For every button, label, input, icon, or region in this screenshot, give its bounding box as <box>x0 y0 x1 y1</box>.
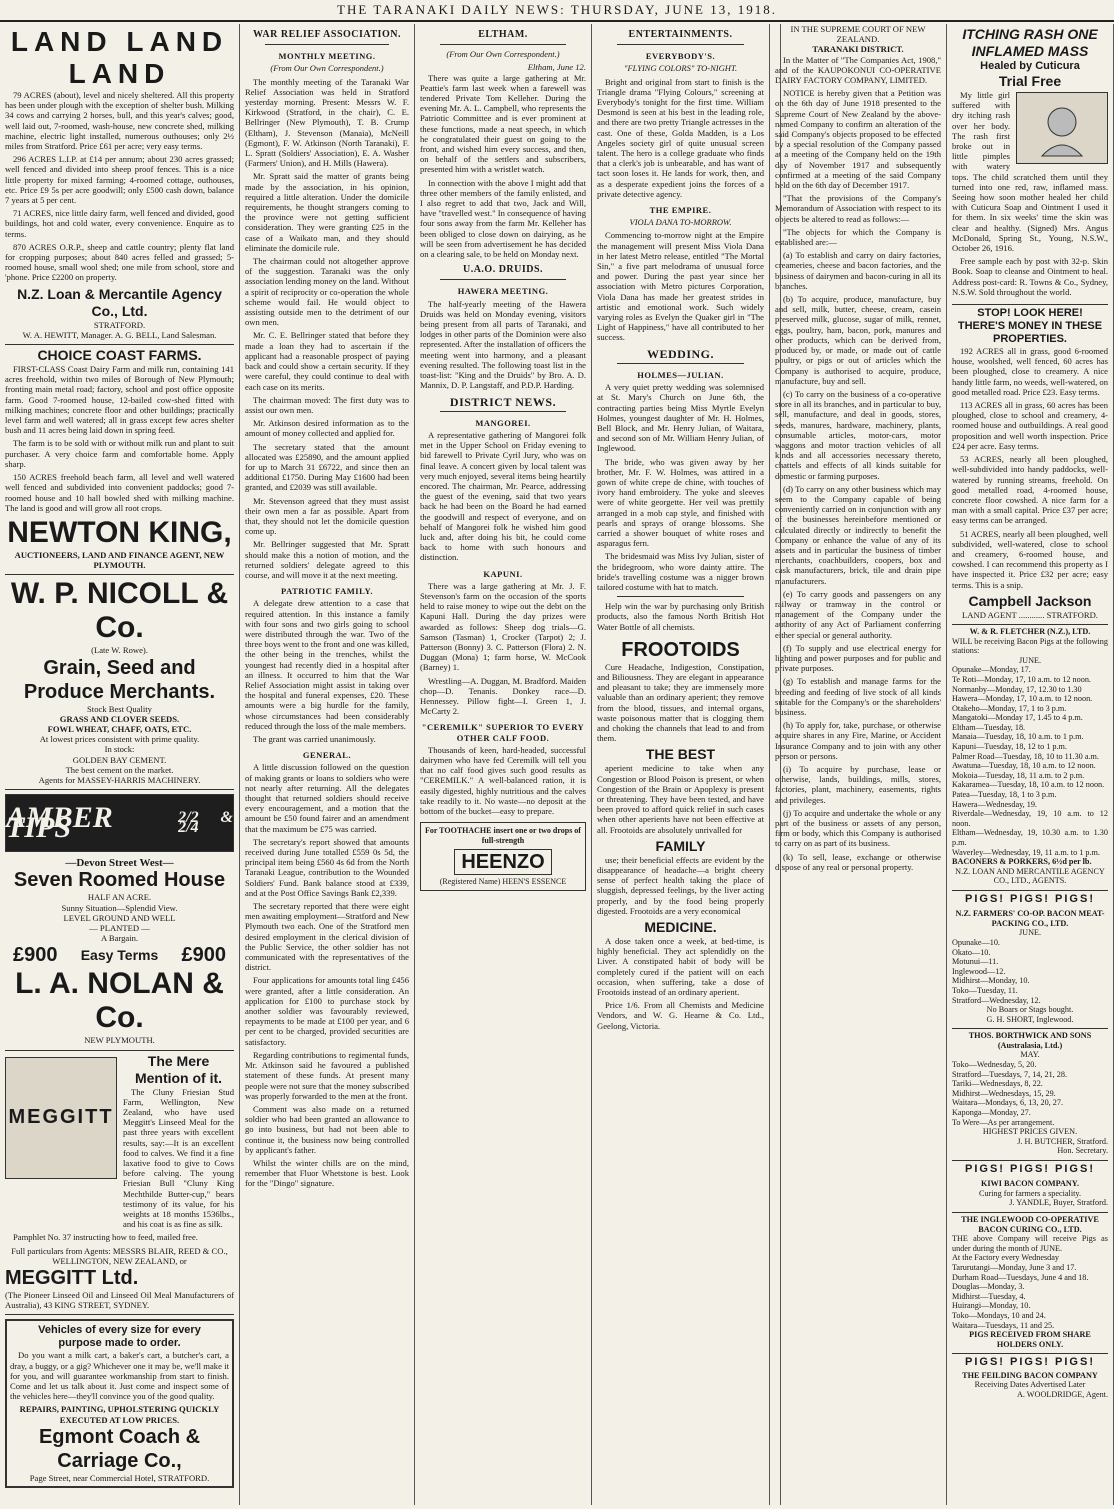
schedule-row: Opunake—Monday, 17. <box>952 665 1031 675</box>
campbell-name: Campbell Jackson <box>968 592 1092 609</box>
baconers-line: BACONERS & PORKERS, 6½d per lb. <box>952 857 1092 867</box>
mere-text: The Cluny Friesian Stud Farm, Wellington, New Zealand, who have used Meggitt's Linseed Meal for the past three years with excellent results, say:—It is an excellent food to calves. We find it a fine laxative food to give to Cows before calving. The young Friesian Bull "Cluny King Mechthilde Butter-cup," bears testimony of its value, for his weights at 18 months 1536lbs., and his coat is as fine as silk. <box>123 1086 234 1230</box>
wedding-heading: WEDDING. <box>646 346 714 361</box>
medicine-price: Price 1/6. From all Chemists and Medicine Vendors, and W. G. Hearne & Co. Ltd., Geelong, Victoria. <box>597 1000 764 1031</box>
amber-price: 2/2 & 2/4 <box>178 808 233 837</box>
flying-text: Bright and original from start to finish is the Triangle drama "Flying Colours," screening at Everybody's tonight for the first time. William Desmond is seen at his best in the leading role, and there are two pretty Triangle actresses in the cast. One of these, Golda Madden, is a Los Angeles society girl of quite unusual screen talent. The hero is a college graduate who finds that a clerk's job is unbearable, and has want of tact soon loses it. He lands for work, then, and as a desperate expedient joins the forces of a private detective agency. <box>597 76 764 199</box>
grain-line: The best cement on the market. <box>65 764 174 775</box>
general-text: A little discussion followed on the question of making grants or loans to soldiers who were not nearly after returning. All the delegates thought that returned soldiers should receive every encouragement, and a motion that the amount be £50 found fairer and an amendment that the maximum be £75 was carried. <box>245 762 409 834</box>
column-1 <box>0 24 240 1505</box>
district-heading: DISTRICT NEWS. <box>449 394 557 409</box>
mangorei-text: A representative gathering of Mangorei folk met in the Upper School on Friday evening to bid farewell to Private Cyril Jury, who was on final leave. A concert given by local talent was very much enjoyed, several items being heartily encored. The chairman, Mr. Pearce, addressing the guest of the evening, said that two years back he had been on the Board he had earned the goodwill and respect of everyone, and on behalf of Mangorei folk he wished him good luck and, after doing his bit, he could come back to home with such honours and distinction. <box>420 429 586 563</box>
seven-roomed: Seven Roomed House <box>13 869 226 892</box>
quote-text: "That the provisions of the Company's Memorandum of Association with respect to its objects be altered to read as follows:— <box>775 193 941 224</box>
farmers-name: N.Z. FARMERS' CO-OP. BACON MEAT-PACKING CO., LTD. <box>955 909 1105 928</box>
eltham-text: In connection with the above I might add that three other members of the family enlisted, and I also regret to add that two, Jack and Will, have "travelled west." In consequence of having four sons away from the farm Mr. Kelleher has been obliged to close down on dairying, as he will be seen from advertisement he has decided on a clearing sale, to be held on Monday next. <box>420 177 586 260</box>
schedule-row: Inglewood—12. <box>952 966 1006 976</box>
everybodys-heading: EVERYBODY'S. <box>645 51 716 62</box>
schedule-row: Awatuna—Tuesday, 18, 10 a.m. to 12 noon. <box>952 761 1096 771</box>
column-2 <box>240 24 415 1505</box>
schedule-row: Palmer Road—Tuesday, 18, 10 to 11.30 a.m. <box>952 751 1099 761</box>
schedule-row: Okato—10. <box>952 947 991 957</box>
empire-heading: THE EMPIRE. <box>649 205 712 216</box>
masthead <box>0 0 1114 22</box>
land-item: 870 ACRES O.R.P., sheep and cattle country; plenty flat land for cropping purposes; about 840 acres felled and grassed; 5-roomed house, small wool shed; one mile from school, store and 'phone. Price £2200 on property. <box>5 241 234 283</box>
june-label-2: JUNE. <box>1018 928 1042 938</box>
kiwi-buyer: J. YANDLE, Buyer, Stratford. <box>1009 1198 1108 1208</box>
kapuni-text: There was a large gathering at Mr. J. F. Stevenson's farm on the occasion of the sports held to raise money to wipe out the debt on the Kapuni Hall. During the day prizes were awarded as follows: Sheep dog trials—G. Samson (Tasman) 1, Crocker (Tarpot) 2; J. Patterson (Bonny) 3. C. Patterson (Flora) 2. N. Duggan (Mona) 1; farm horse, W. McCook (Barney) 1. <box>420 580 586 673</box>
clause: (j) To acquire and undertake the whole or any part of the business or assets of any person, firm or body, which this Company is authorised to carry on as part of its business. <box>775 807 941 849</box>
druids-heading: U.A.O. DRUIDS. <box>462 264 544 276</box>
schedule-row: Kaponga—Monday, 27. <box>952 1108 1031 1118</box>
schedule-row: Toko—Wednesday, 5, 20. <box>952 1060 1037 1070</box>
devon-line: — PLANTED — <box>89 922 150 933</box>
vehicles-text: Do you want a milk cart, a baker's cart, a butcher's cart, a dray, a buggy, or a gig? Whichever one it may be, we'll make it for you, and will guarantee workmanship from start to finish. Come and let us talk about it. Just come and inspect some of the vehicles here—they'll convince you of the good quality. <box>10 1350 229 1402</box>
schedule-row: Huirangi—Monday, 10. <box>952 1301 1031 1311</box>
property-item: 53 ACRES, nearly all been ploughed, well-subdivided into handy paddocks, well-watered by running streams, freehold. On good metalled road, 4-roomed house, concrete floor cowshed. A nice farm for a man with a small capital. Price £37 per acre; easy terms can be arranged. <box>952 454 1108 526</box>
holmes-heading: HOLMES—JULIAN. <box>637 369 724 380</box>
schedule-row: Patea—Tuesday, 18, 1 to 3 p.m. <box>952 790 1057 800</box>
vehicles-repairs: REPAIRS, PAINTING, UPHOLSTERING QUICKLY EXECUTED AT LOW PRICES. <box>19 1404 220 1425</box>
schedule-row: Stratford—Tuesdays, 7, 14, 21, 28. <box>952 1069 1068 1079</box>
land-heading: LAND LAND LAND <box>10 26 229 89</box>
schedule-row: Waitara—Mondays, 6, 13, 20, 27. <box>952 1098 1063 1108</box>
clause: (k) To sell, lease, exchange or otherwise dispose of any real or personal property. <box>775 851 941 872</box>
eltham-heading: ELTHAM. <box>478 29 528 40</box>
child-icon <box>1032 98 1092 158</box>
clause: (f) To supply and use electrical energy for lighting and power purposes and for public and private purposes. <box>775 642 941 674</box>
egmont-ad <box>5 1319 234 1488</box>
general-text: The secretary's report showed that amounts received during June totalled £559 0s 5d, the principal item being £560 4s 6d from the North Taranaki League, contribution to the Wounded Soldiers' Fund. Bank balance stood at £339, and at the Post Office Savings Bank £2,339. <box>245 836 409 898</box>
article-para: The secretary stated that the amount allocated was £25890, and the amount applied for up to March 31 £6722, and since then an additional £1750. During May £1600 had been granted, and £2039 was still available. <box>245 441 409 493</box>
general-text: Four applications for amounts total ling £456 were granted, after a little consideration. An application for £100 to purchase stock by another soldier was favourably reviewed, repayments to be made at £100 per year, and 6 per cent to be charged, provided securities are satisfactory. <box>245 975 409 1047</box>
egmont-name: Egmont Coach & Carriage Co., <box>38 1425 201 1472</box>
vehicles-heading-2: purpose made to order. <box>58 1337 181 1350</box>
amber-tips-logo <box>5 794 234 852</box>
court-heading: IN THE SUPREME COURT OF NEW ZEALAND. <box>790 24 926 45</box>
trial-line: Trial Free <box>998 73 1062 89</box>
borthwick-name: THOS. BORTHWICK AND SONS (Australasia, Ltd.) <box>968 1031 1092 1050</box>
may-label: MAY. <box>1020 1050 1040 1060</box>
newton-sub: AUCTIONEERS, LAND AND FINANCE AGENT, NEW PLYMOUTH. <box>14 549 225 571</box>
clause: (c) To carry on the business of a co-operative store in all its branches, and in particular to buy, sell, manufacture, and deal in goods, stores, seeds, manures, hardware, machinery, plants, consumable articles, motor-cars, motor waggons and motor traction vehicles of all kinds and all accessories necessary thereto, chattels and effects of all kinds suitable for domestic or farming purposes. <box>775 388 941 481</box>
wedding-text: A very quiet pretty wedding was solemnised at St. Mary's Church on June 6th, the contracting parties being Miss Myrtle Evelyn Holmes, youngest daughter of Mr. H. Holmes, Bell Block, and Mr. Henry Julian, of Waitara, and second son of Mr. William Henry Julian, of Inglewood. <box>597 382 764 454</box>
cuticura-free: Free sample each by post with 32-p. Skin Book. Soap to cleanse and Ointment to heal. Address post-card: R. Towns & Co., Sydney, N.S.W. Sold throughout the world. <box>952 256 1108 297</box>
meggitt-logo: MEGGITT <box>5 1057 117 1179</box>
cuticura-ad <box>952 24 1108 305</box>
general-heading: GENERAL. <box>302 750 352 761</box>
devon-street: —Devon Street West— <box>65 857 174 870</box>
nz-loan-people: W. A. HEWITT, Manager. A. G. BELL, Land Salesman. <box>22 329 217 340</box>
schedule-row: Kakaramea—Tuesday, 18, 10 a.m. to 12 noon. <box>952 780 1105 790</box>
fletcher-ad <box>952 625 1108 891</box>
cuticura-text: My little girl suffered with dry itching rash over her body. The rash first broke out in little pimples with watery tops. The child scratched them until they turned into one red, raw, inflamed mass. Seeing how soon mother healed her child with Cuticura Soap and Ointment I used it for them. In six weeks' time the skin was clear and healthy. (Signed) Mrs. Angus McDonald, Spring St., Young, N.S.W., October 26, 1916. <box>952 90 1108 254</box>
schedule-row: Tariki—Wednesdays, 8, 22. <box>952 1079 1043 1089</box>
stop-heading: STOP! LOOK HERE! <box>977 307 1083 320</box>
choice-text: FIRST-CLASS Coast Dairy Farm and milk run, containing 141 acres freehold, within two miles of Borough of New Plymouth; fronting main metal road; factory, school and post office opposite farm. Good 7-roomed house, 12-bailed cow-shed fitted with milking machines; concrete floor and other buildings; practically level farm and well watered; all in grass except few acres shelter bush and 11 acres being laid down in spring feed. <box>5 364 234 436</box>
devon-line: Sunny Situation—Splendid View. <box>61 902 178 913</box>
feilding-agent: A. WOOLDRIDGE, Agent. <box>1016 1389 1108 1399</box>
article-para: Mr. Spratt said the matter of grants being made by the association, in his opinion, required a little alteration. Under the domicile requirements, he thought strangers coming to the province were not getting sufficient consideration. They were granting £25 in the case of a Waikato man, and they should eliminate the domicile rule. <box>245 171 409 253</box>
borthwick-ad <box>952 1029 1108 1161</box>
devon-street-ad <box>5 856 234 1050</box>
clause: (h) To apply for, take, purchase, or otherwise acquire shares in any Fire, Marine, or Accident Insurance Company and to join with any other person or persons. <box>775 720 941 761</box>
land-ad <box>5 24 234 345</box>
campbell-sub: LAND AGENT ............ STRATFORD. <box>962 609 1098 620</box>
price-row <box>5 943 234 967</box>
schedule-row: Toko—Mondays, 10 and 24. <box>952 1310 1046 1320</box>
schedule-row: Motunui—11. <box>952 957 999 967</box>
heenzo-logo: HEENZO <box>454 849 551 875</box>
grain-line: Agents for MASSEY-HARRIS MACHINERY. <box>38 774 201 785</box>
highest-line: HIGHEST PRICES GIVEN. <box>982 1127 1078 1137</box>
schedule-row: Mangatoki—Monday 17, 1.45 to 4 p.m. <box>952 713 1083 723</box>
article-para: Mr. Bellringer suggested that Mr. Spratt should make this a notion of motion, and the returned soldiers' delegate agreed to this course, and will move it at the next meeting. <box>245 539 409 580</box>
child-portrait-image <box>1016 92 1108 164</box>
devon-line: LEVEL GROUND AND WELL <box>63 912 176 923</box>
druids-text: The half-yearly meeting of the Hawera Druids was held on Monday evening, visitors being present from all parts of Taranaki, and lodges in other parts of the Dominion were also represented. After the installation of officers the meeting went into harmony, and a pleasant evening resulted. The following toast list in the toast-list: "King and the Druids" by Bro. A. D. Mannix, D. P. Langstaff, and P.D.P. Harding. <box>420 298 586 391</box>
pigs-banner-3: PIGS! PIGS! PIGS! <box>965 1356 1095 1369</box>
grain-line: At lowest prices consistent with prime quality. <box>39 734 200 745</box>
nolan-name: L. A. NOLAN & Co. <box>15 967 224 1035</box>
schedule-row: Opunake—10. <box>952 937 1000 947</box>
schedule-row: Douglas—Monday, 3. <box>952 1282 1025 1292</box>
notice-text: NOTICE is hereby given that a Petition was on the 6th day of June 1918 presented to the Supreme Court of New Zealand by the above-named Company to confirm an alteration of the said Company's objects proposed to be effected by a special resolution of the Company passed at a meeting of the Company held on the 19th day of November 1917 and subsequently confirmed at a meeting of the said Company held on the 6th day of December 1917. <box>775 88 941 191</box>
kapuni-heading: KAPUNI. <box>483 568 523 579</box>
inglewood-ad <box>952 1213 1108 1354</box>
land-item: 296 ACRES L.I.P. at £14 per annum; about 230 acres grassed; well fenced and divided into sheep proof fences. This is a nice little property for mixed farming; 4-roomed cottage, outhouses, etc. Price £9 5s per acre goodwill; only £500 cash down, balance 7 years at 5 per cent. <box>5 154 234 206</box>
inglewood-name: THE INGLEWOOD CO-OPERATIVE BACON CURING CO., LTD. <box>961 1215 1099 1234</box>
family-text: use; their beneficial effects are evident by the disappearance of headache—a bright cheery sense of perfect health taking the place of sluggish, depressed feelings, by the liver acting properly, and by the food being properly digested. Frootoids are a very economical <box>597 854 764 916</box>
toothache-text: For TOOTHACHE insert one or two drops of full-strength <box>425 826 581 846</box>
eltham-date: Eltham, June 12. <box>527 62 586 73</box>
schedule-row: Midhirst—Monday, 10. <box>952 976 1030 986</box>
money-heading: THERE'S MONEY IN THESE PROPERTIES. <box>957 320 1103 346</box>
viola-sub: VIOLA DANA TO-MORROW. <box>629 217 732 228</box>
nicoll-ad <box>5 575 234 790</box>
schedule-row: Otakeho—Monday, 17, 1 to 3 p.m. <box>952 703 1067 713</box>
schedule-row: Mokoia—Tuesday, 18, 11 a.m. to 2 p.m. <box>952 770 1085 780</box>
land-item: 79 ACRES (about), level and nicely sheltered. All this property has been under plough with the exception of shelter bush. Milking 34 cows and carrying 2 horses, bull, and this year's calves; good, well laid out, 7-roomed, wash-house, new concrete shed, milking machine, electric light installed, numerous outhouses; only 2½ miles from Stratford. Price £61 per acre; very easy terms. <box>5 90 234 152</box>
grain-line: GOLDEN BAY CEMENT. <box>72 754 167 765</box>
column-6 <box>947 24 1114 1505</box>
general-text: Whilst the winter chills are on the mind, remember that Fluor Whetstone is best. Look for the "Dingo" signature. <box>245 1157 409 1189</box>
schedule-row: Normanby—Monday, 17, 12.30 to 1.30 <box>952 684 1082 694</box>
patriotic-end: The grant was carried unanimously. <box>253 734 376 744</box>
article-para: Mr. Stevenson agreed that they must assist their own men a far as possible. Apart from that, they should not let the domicile question come up. <box>245 495 409 537</box>
frootoids-heading: FROOTOIDS <box>621 638 740 661</box>
matter-text: In the Matter of "The Companies Act, 1908," and of the KAUPOKONUI CO-OPERATIVE DAIRY FACTORY COMPANY, LIMITED. <box>775 54 941 86</box>
schedule-row: Eltham—Wednesday, 19, 10.30 a.m. to 1.30 p.m. <box>952 828 1108 847</box>
price-right: £900 <box>181 944 226 967</box>
monthly-heading: MONTHLY MEETING. <box>278 51 376 62</box>
grain-line: GRASS AND CLOVER SEEDS. <box>59 713 180 724</box>
ceremilk-text: Thousands of keen, hard-headed, successful dairymen who have fed Ceremilk will tell you that no calf food gives such good results as "CEREMILK." A well-balanced ration, it is easily digested, highly nutritious and the calves take readily to it. No waste—no deposit at the bottom of the bucket—easy to prepare. <box>420 744 586 817</box>
nicoll-late: (Late W. Rowe). <box>91 645 148 656</box>
schedule-row: Riverdale—Wednesday, 19, 10 a.m. to 12 noon. <box>952 809 1108 828</box>
choice-text: 150 ACRES freehold beach farm, all level and well watered well fenced and subdivided into convenient paddocks; good 7-roomed house and 10 hall bowled shed with milking machine. The land is good and will grow all root crops. <box>5 472 234 513</box>
war-relief-heading: WAR RELIEF ASSOCIATION. <box>253 29 401 40</box>
feilding-ad <box>952 1371 1108 1400</box>
heenzo-sub: (Registered Name) HEEN'S ESSENCE <box>439 876 567 886</box>
feilding-name: THE FEILDING BACON COMPANY <box>962 1370 1098 1380</box>
best-heading: THE BEST <box>645 746 716 763</box>
mere-title: The Mere Mention of it. <box>134 1052 223 1086</box>
pigs-received: PIGS RECEIVED FROM SHARE HOLDERS ONLY. <box>969 1330 1091 1349</box>
article-para: Mr. C. E. Bellringer stated that before they made a loan they had to ascertain if the applicant had a reasonable prospect of paying back and could show a certain security. If they were careful, they could continue to deal with each case on its merits. <box>245 330 409 392</box>
amber-tips-text: AMBER TIPS <box>6 800 113 845</box>
article-para: The chairman could not altogether approve of the suggestion. Taranaki was the only association lending money on the land. Without a spirit of reciprocity or co-operation the whole scheme would fail. He would object to assisting outside men to the detriment of our own men. <box>245 256 409 328</box>
kapuni-more: Wrestling—A. Duggan, M. Bradford. Maiden chop—D. Tenanis. Donkey race—D. Hennessey. Pillow fight—I. Green 1, J. McCarty 2. <box>420 675 586 717</box>
toothache-ad <box>420 822 586 891</box>
viola-text: Commencing to-morrow night at the Empire the management will present Miss Viola Dana in her latest Metro release, entitled "The Mortal Sin," a five part melodrama of unusual force and power. During the past year since her association with Metro pictures Corporation, Viola Dana has made her greatest strides in artistic and emotional work. Such widely varying roles as Evelyn the Quaker girl in "The Light of Happiness," have all contributed to her success. <box>597 230 764 343</box>
fletcher-text: WILL be receiving Bacon Pigs at the following stations: <box>952 636 1108 656</box>
inglewood-text: THE above Company will receive Pigs as under during the month of JUNE. <box>952 1234 1108 1253</box>
general-text: Regarding contributions to regimental funds, Mr. Atkinson said he favoured a published statement of these funds. At present many people were not sure that the money subscribed was properly forwarded to the men at the front. <box>245 1049 409 1101</box>
patriotic-heading: PATRIOTIC FAMILY. <box>281 586 373 597</box>
schedule-row: At the Factory every Wednesday <box>952 1253 1059 1263</box>
schedule-row: Te Roti—Monday, 17, 10 a.m. to 12 noon. <box>952 674 1091 684</box>
column-4 <box>592 24 770 1505</box>
patriotic-text: A delegate drew attention to a case that required attention. In this instance a family with four sons and two girls going to school were distributed through the war. Two of the three boys went to the front and one was killed, the other being in the trenches, whilst the youngest had recently died in a hospital after an illness. It occurred to him that the War Relief Association might assist in taking over the hospital and funeral expenses, £20. These amounts were a big hurdle for the family, whose circumstances had been considerably reduced through the loss of the male members. <box>245 598 409 731</box>
wedding-text: The bride, who was given away by her brother, Mr. F. W. Holmes, was attired in a gown of white crepe de chine, with touches of ivory hand embroidery. The yoke and sleeves were of white georgette. Her veil was prettily arranged in a mob cap style, and finished with pearls and sprays of orange blossoms. She carried a shower bouquet of white roses and asparagus fern. <box>597 456 764 549</box>
article-para: The chairman moved: The first duty was to assist our own men. <box>245 394 409 415</box>
clause: (e) To carry goods and passengers on any railway or tramway in the control or management of the Company under the authority of any Act of Parliament conferring either special or general authority. <box>775 588 941 640</box>
schedule-row: Hawera—Wednesday, 19. <box>952 799 1037 809</box>
schedule-row: Waverley—Wednesday, 19, 11 a.m. to 1 p.m. <box>952 847 1100 857</box>
property-item: 51 ACRES, nearly all been ploughed, well subdivided, well-watered, close to school and creamery, 6-roomed house, and cowshed. I can recommend this property as I have inspected it. Price £32 per acre; easy terms. This is a snip. <box>952 528 1108 590</box>
price-left: £900 <box>13 944 58 967</box>
egmont-address: Page Street, near Commercial Hotel, STRATFORD. <box>29 1472 210 1483</box>
schedule-row: Hawera—Monday, 17, 10 a.m. to 12 noon. <box>952 694 1093 704</box>
mere-pamphlet: Pamphlet No. 37 instructing how to feed, mailed free. <box>13 1232 198 1243</box>
nz-loan-agents: N.Z. LOAN AND MERCANTILE AGENCY CO., LTD., AGENTS. <box>955 866 1105 886</box>
itching-line-1: ITCHING RASH ONE <box>962 26 1098 42</box>
property-item: 113 ACRES all in grass, 60 acres has been ploughed, close to school and creamery, 4-roomed house and outbuildings. A real good proposition and well worth inspection. Price £24 per acre. Easy terms. <box>952 400 1108 451</box>
masthead-text: THE TARANAKI DAILY NEWS: THURSDAY, JUNE 13, 1918. <box>337 2 777 17</box>
clause: (g) To establish and manage farms for the breeding and feeding of live stock of all kinds suitable for the Company's or the shareholders' business. <box>775 676 941 717</box>
land-item: 71 ACRES, nice little dairy farm, well fenced and divided, good buildings, hot and cold water, every convenience. Enquire as to terms. <box>5 208 234 239</box>
hawera-meeting: HAWERA MEETING. <box>457 286 549 297</box>
nz-loan-town: STRATFORD. <box>93 319 146 330</box>
schedule-row: Waitara—Tuesdays, 11 and 25. <box>952 1320 1055 1330</box>
wedding-text: The bridesmaid was Miss Ivy Julian, sister of the bridegroom, who wore dainty attire. The bride's travelling costume was a nigger brown tailored costume with hat to match. <box>597 551 764 592</box>
best-text: aperient medicine to take when any Congestion or Blood Poison is present, or when Congestion of the Brain or Apoplexy is present or threatening. They have been tested, and have been proved to afford quick relief in such cases when other aperients have not been effective at all. Frootoids are absolutely unrivalled for <box>597 763 764 835</box>
kiwi-text: Curing for farmers a speciality. <box>978 1188 1081 1198</box>
clause: (b) To acquire, produce, manufacture, buy and sell, milk, butter, cheese, cream, casein preserved milk, glucose, sugar of milk, rennet, eggs, poultry, ham, bacon, pork, manures and other products, which can be derived from, produced by, or made, or made out of cattle poultry, or pigs or out of articles which the Company is authorised to acquire, produce, manufacture, buy and sell. <box>775 294 941 386</box>
eltham-text: There was quite a large gathering at Mr. Peattie's farm last week when a farewell was tendered Private Tom Kelleher. During the evening Mr. A. L. Campbell, who represents the Patriotic Committee and is ever prominent at these functions, made a neat speech, in which he congratulated their guest on going to the front, and wished him every success, and then, on behalf of the settlers and subscribers, presented him with a wristlet watch. <box>420 72 586 175</box>
schedule-row: Kapuni—Tuesday, 18, 12 to 1 p.m. <box>952 742 1067 752</box>
clause: (i) To acquire by purchase, lease or otherwise, lands, buildings, mills, stores, factories, plant, machinery, easements, rights and privileges. <box>775 764 941 805</box>
schedule-row: Tarurutangi—Monday, June 3 and 17. <box>952 1262 1077 1272</box>
grain-line: FOWL WHEAT, CHAFF, OATS, ETC. <box>47 723 192 734</box>
column-5 <box>770 24 947 1505</box>
meggitt-ad <box>5 1051 234 1316</box>
healed-line: Healed by Cuticura <box>980 60 1080 72</box>
family-heading: FAMILY <box>655 837 706 854</box>
own-corr: (From Our Own Correspondent.) <box>270 63 384 74</box>
schedule-row: Toko—Tuesday, 11. <box>952 985 1018 995</box>
frootoids-text: Cure Headache, Indigestion, Constipation, and Biliousness. They are elegant in appearance and pleasant to take; they are immensely more valuable than an ordinary aperient; they remove from the blood, tissues, and internal organs, waste poisonous matter that is clogging them and choking the channels that lead to and from them. <box>597 661 764 744</box>
butcher-name: J. H. BUTCHER, Stratford. <box>1017 1136 1108 1146</box>
meggitt-agents: Full particulars from Agents: MESSRS BLAIR, REED & CO., WELLINGTON, NEW ZEALAND, or <box>11 1245 228 1266</box>
newton-king: NEWTON KING, <box>7 515 232 549</box>
nolan-town: NEW PLYMOUTH. <box>84 1035 155 1046</box>
pigs-banner: PIGS! PIGS! PIGS! <box>965 892 1095 905</box>
meggitt-ltd-sub: (The Pioneer Linseed Oil and Linseed Oil Meal Manufacturers of Australia), 43 KING STREET, SYDNEY. <box>5 1290 234 1311</box>
devon-line: HALF AN ACRE. <box>87 892 152 903</box>
medicine-heading: MEDICINE. <box>644 919 717 936</box>
entertainments-heading: ENTERTAINMENTS. <box>628 29 733 40</box>
feilding-text: Receiving Dates Advertised Later <box>974 1380 1086 1390</box>
schedule-row: Midhirst—Tuesday, 4. <box>952 1291 1026 1301</box>
eltham-corr: (From Our Own Correspondent.) <box>446 49 560 60</box>
itching-line-2: INFLAMED MASS <box>971 43 1089 59</box>
choice-farms-ad <box>5 345 234 575</box>
mangorei-heading: MANGOREI. <box>475 417 531 428</box>
objects-intro: "The objects for which the Company is established are:— <box>775 226 941 248</box>
vehicles-heading: Vehicles of every size for every <box>38 1324 201 1337</box>
flying-colors-sub: "FLYING COLORS" TO-NIGHT. <box>623 63 738 74</box>
grain-line: Stock Best Quality <box>87 703 152 714</box>
secretary-label: Hon. Secretary. <box>1057 1146 1108 1156</box>
article-para: Mr. Atkinson desired information as to the amount of money collected and applied for. <box>245 418 409 439</box>
schedule-row: To Were—As per arrangement. <box>952 1117 1055 1127</box>
choice-heading: CHOICE COAST FARMS. <box>37 347 202 364</box>
nicoll-name: W. P. NICOLL & Co. <box>10 577 229 645</box>
ceremilk-heading: "CEREMILK" SUPERIOR TO EVERY OTHER CALF FOOD. <box>421 722 585 743</box>
article-para: The monthly meeting of the Taranaki War Relief Association was held in Stratford yesterday morning. Present: Messrs W. F. Kirkwood (Stratford, in the chair), C. E. Bellringer (New Plymouth), T. B. Crump (Eltham), J. Stevenson (Manaia), McNeill (Egmont), F. W. Atkinson (North Taranaki), F. L. Spratt (Soldiers' Association), E. A. Washer (Farmers' Union), and H. Mills (Hawera). <box>245 76 409 169</box>
pigs-banner-2: PIGS! PIGS! PIGS! <box>965 1163 1095 1176</box>
general-text: Comment was also made on a returned soldier who had been granted an allowance to go into business, but had not been able to continue it, the business now being controlled by applicant's father. <box>245 1103 409 1155</box>
schedule-row: Durham Road—Tuesdays, June 4 and 18. <box>952 1272 1089 1282</box>
kiwi-ad <box>952 1177 1108 1213</box>
easy-terms: Easy Terms <box>80 947 159 964</box>
no-stamp: No Boars or Stags bought. <box>986 1005 1074 1015</box>
schedule-row: Eltham—Tuesday, 18. <box>952 722 1026 732</box>
nz-loan-name: N.Z. Loan & Mercantile Agency Co., Ltd. <box>17 285 222 319</box>
clause: (d) To carry on any other business which may seem to the Company capable of being conveniently carried on in conjunction with any of the businesses hereinbefore mentioned or calculated directly or indirectly to benefit the Company or enhance the value of any of its assets and in particular the business of timber merchants, coachbuilders, coopers, box and cask manufacturers, brick, tile and drain pipe manufacturers. <box>775 483 941 586</box>
grain-line: In stock: <box>104 744 135 755</box>
meggitt-ltd: MEGGITT Ltd. <box>5 1267 139 1290</box>
schedule-row: Stratford—Wednesday, 12. <box>952 995 1041 1005</box>
stop-look-ad <box>952 305 1108 625</box>
help-text: Help win the war by purchasing only British products, also the famous North British Hot Water Bottle of all chemists. <box>597 601 764 632</box>
clause: (a) To establish and carry on dairy factories, creameries, cheese and bacon factories, and the business of dairymen and bacon-curing in all its branches. <box>775 250 941 291</box>
column-3 <box>415 24 592 1505</box>
choice-text: The farm is to be sold with or without milk run and plant to suit purchaser. A very choice farm and comfortable home. Apply sharp. <box>5 438 234 469</box>
grain-heading: Grain, Seed and Produce Merchants. <box>23 656 216 703</box>
schedule-row: Midhirst—Wednesdays, 15, 29. <box>952 1088 1056 1098</box>
june-label: JUNE. <box>1018 655 1042 665</box>
fletcher-name: W. & R. FLETCHER (N.Z.), LTD. <box>969 626 1091 636</box>
general-text: The secretary reported that there were eight men awaiting employment—Stratford and New Plymouth two each. One of the Stratford men desired employment in the clerical division of the Public Service, the other soldier has not communicated with the representatives of the district. <box>245 901 409 973</box>
kiwi-name: KIWI BACON COMPANY. <box>980 1179 1080 1189</box>
farmers-ad <box>952 907 1108 1029</box>
district-heading: TARANAKI DISTRICT. <box>812 44 904 55</box>
devon-line: A Bargain. <box>100 933 139 944</box>
short-name: G. H. SHORT, Inglewood. <box>986 1014 1074 1024</box>
medicine-text: A dose taken once a week, at bed-time, is highly beneficial. They act splendidly on the Liver. A constipated habit of body will be completely cured if the patient will on each occasion, when suffering, take a dose of Frootoids instead of an ordinary aperient. <box>597 936 764 998</box>
property-item: 192 ACRES all in grass, good 6-roomed house, woolshed, well fenced, 60 acres has been ploughed, close to creamery. A nice handy little farm, no weeds, well-watered, on good metalled road. Price £23. Easy terms. <box>952 346 1108 397</box>
schedule-row: Manaia—Tuesday, 18, 10 a.m. to 1 p.m. <box>952 732 1084 742</box>
